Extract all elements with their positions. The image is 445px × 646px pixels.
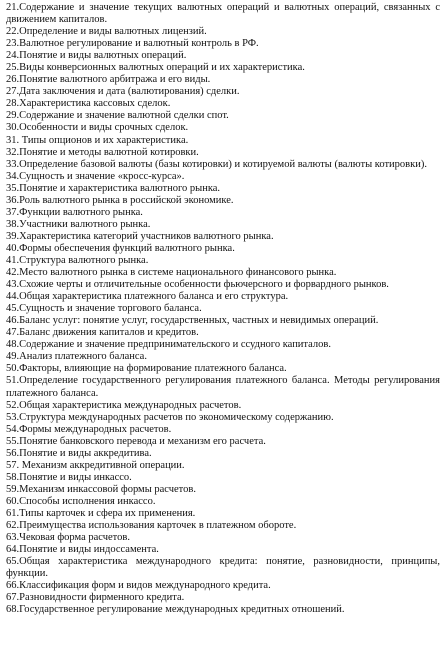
list-item: 36.Роль валютного рынка в российской экономике. [6, 194, 234, 206]
list-item: 41.Структура валютного рынка. [6, 254, 149, 266]
list-item: 54.Формы международных расчетов. [6, 423, 172, 435]
list-item: 26.Понятие валютного арбитража и его виды. [6, 74, 211, 86]
list-item: 52.Общая характеристика международных расчетов. [6, 399, 242, 411]
list-item: 56.Понятие и виды аккредитива. [6, 447, 152, 459]
list-item: 46.Баланс услуг: понятие услуг, государственных, частных и невидимых операций. [6, 315, 379, 327]
list-item: 61.Типы карточек и сфера их применения. [6, 507, 196, 519]
list-item: 34.Сущность и значение «кросс-курса». [6, 170, 185, 182]
list-item: 60.Способы исполнения инкассо. [6, 495, 156, 507]
list-item: 48.Содержание и значение предпринимательского и ссудного капиталов. [6, 339, 331, 351]
list-item: 57. Механизм аккредитивной операции. [6, 459, 185, 471]
list-item: 62.Преимущества использования карточек в платежном обороте. [6, 520, 297, 532]
list-item: 28.Характеристика кассовых сделок. [6, 98, 171, 110]
list-item: 64.Понятие и виды индоссамента. [6, 544, 159, 556]
list-item: 65.Общая характеристика международного кредита: понятие, разновидности, принципы, функции. [6, 556, 440, 580]
list-item: 37.Функции валютного рынка. [6, 206, 143, 218]
list-item: 42.Место валютного рынка в системе национального финансового рынка. [6, 267, 337, 279]
list-item: 51.Определение государственного регулирования платежного баланса. Методы регулирования платежного баланса. [6, 375, 440, 399]
list-item: 21.Содержание и значение текущих валютных операций и валютных операций, связанных с движением капиталов. [6, 2, 440, 26]
list-item: 63.Чековая форма расчетов. [6, 532, 130, 544]
list-item: 31. Типы опционов и их характеристика. [6, 134, 189, 146]
list-item: 22.Определение и виды валютных лицензий. [6, 26, 207, 38]
list-item: 23.Валютное регулирование и валютный контроль в РФ. [6, 38, 259, 50]
list-item: 32.Понятие и методы валютной котировки. [6, 146, 199, 158]
list-item: 30.Особенности и виды срочных сделок. [6, 122, 189, 134]
list-item: 45.Сущность и значение торгового баланса. [6, 303, 202, 315]
list-item: 50.Факторы, влияющие на формирование платежного баланса. [6, 363, 287, 375]
list-item: 47.Баланс движения капиталов и кредитов. [6, 327, 199, 339]
list-item: 25.Виды конверсионных валютных операций и их характеристика. [6, 62, 305, 74]
list-item: 33.Определение базовой валюты (базы котировки) и котируемой валюты (валюты котировки). [6, 158, 427, 170]
list-item: 40.Формы обеспечения функций валютного рынка. [6, 242, 235, 254]
list-item: 59.Механизм инкассовой формы расчетов. [6, 483, 196, 495]
list-item: 58.Понятие и виды инкассо. [6, 471, 132, 483]
list-item: 68.Государственное регулирование международных кредитных отношений. [6, 604, 345, 616]
list-item: 24.Понятие и виды валютных операций. [6, 50, 187, 62]
list-item: 53.Структура международных расчетов по экономическому содержанию. [6, 411, 334, 423]
list-item: 66.Классификация форм и видов международного кредита. [6, 580, 271, 592]
list-item: 29.Содержание и значение валютной сделки спот. [6, 110, 229, 122]
list-item: 55.Понятие банковского перевода и механизм его расчета. [6, 435, 266, 447]
list-item: 44.Общая характеристика платежного баланса и его структура. [6, 291, 289, 303]
list-item: 49.Анализ платежного баланса. [6, 351, 147, 363]
list-item: 39.Характеристика категорий участников валютного рынка. [6, 230, 274, 242]
list-item: 38.Участники валютного рынка. [6, 218, 151, 230]
list-item: 43.Схожие черты и отличительные особенности фьючерсного и форвардного рынков. [6, 279, 389, 291]
list-item: 67.Разновидности фирменного кредита. [6, 592, 185, 604]
list-item: 27.Дата заключения и дата (валютирования) сделки. [6, 86, 240, 98]
list-item: 35.Понятие и характеристика валютного рынка. [6, 182, 221, 194]
question-list [6, 2, 440, 616]
